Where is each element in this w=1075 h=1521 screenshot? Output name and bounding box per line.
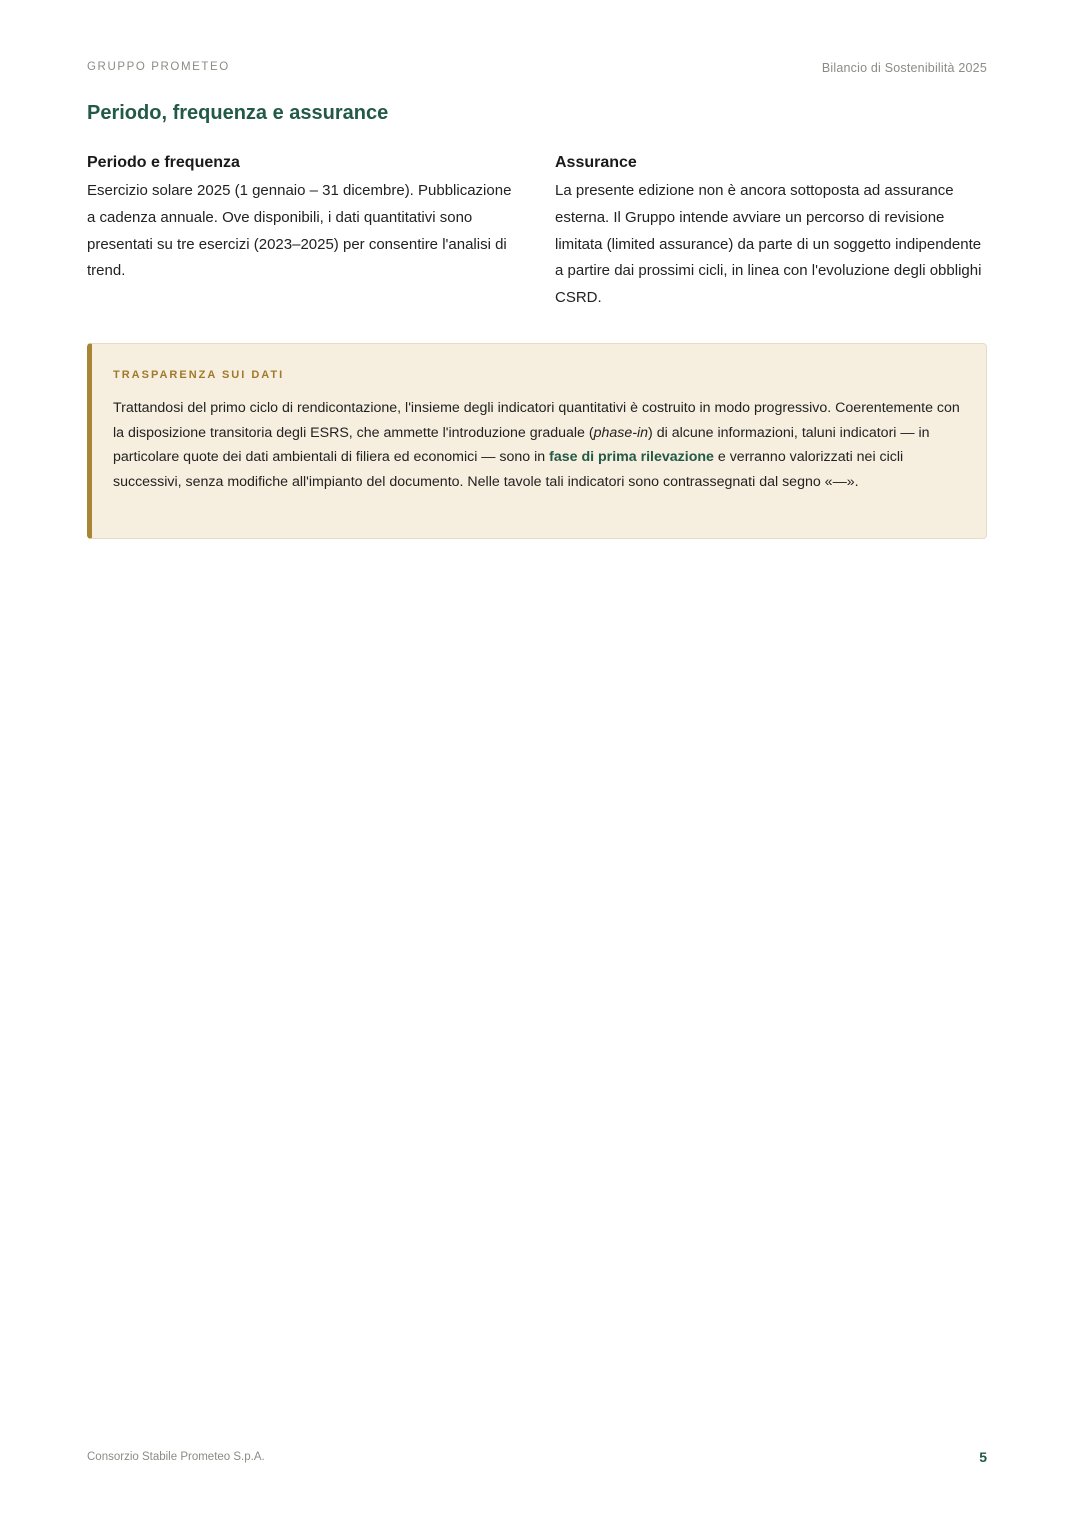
header-report-title: Bilancio di Sostenibilità 2025 bbox=[821, 61, 987, 75]
page-number: 5 bbox=[979, 1449, 987, 1465]
callout-label: TRASPARENZA SUI DATI bbox=[113, 369, 285, 381]
callout-text-part: ) di alcune informazioni, taluni indicatori — in particolare quote dei dati ambientali di filiera ed economici — sono in bbox=[113, 424, 930, 466]
data-transparency-callout bbox=[87, 343, 987, 539]
callout-phase-in-term: phase-in bbox=[593, 424, 649, 441]
assurance-text: La presente edizione non è ancora sottoposta ad assurance esterna. Il Gruppo intende avviare un percorso di revisione limitata (limited assurance) da parte di un soggetto indipendente a partire dai prossimi cicli, in linea con l'evoluzione degli obblighi CSRD. bbox=[555, 182, 982, 307]
callout-highlight: fase di prima rilevazione bbox=[549, 449, 714, 466]
assurance-heading: Assurance bbox=[555, 154, 637, 171]
period-frequency-section bbox=[87, 154, 512, 285]
callout-text bbox=[113, 396, 964, 494]
footer-company: Consorzio Stabile Prometeo S.p.A. bbox=[87, 1451, 265, 1463]
page-title: Periodo, frequenza e assurance bbox=[87, 102, 389, 124]
callout-text-part: e verranno valorizzati nei cicli successivi, senza modifiche all'impianto del documento. Nelle tavole tali indicatori sono contrassegnati dal segno «—». bbox=[113, 449, 904, 490]
callout-text-part: Trattandosi del primo ciclo di rendicontazione, l'insieme degli indicatori quantitativi è costruito in modo progressivo. Coerentemente con la disposizione transitoria degli ESRS, che ammette l'introduzione graduale ( bbox=[113, 400, 960, 441]
period-frequency-text: Esercizio solare 2025 (1 gennaio – 31 dicembre). Pubblicazione a cadenza annuale. Ove disponibili, i dati quantitativi sono presentati su tre esercizi (2023–2025) per consentire l'analisi di trend. bbox=[87, 182, 512, 280]
header-organization: GRUPPO PROMETEO bbox=[87, 61, 230, 73]
assurance-section bbox=[555, 154, 987, 312]
period-frequency-heading: Periodo e frequenza bbox=[87, 154, 240, 171]
